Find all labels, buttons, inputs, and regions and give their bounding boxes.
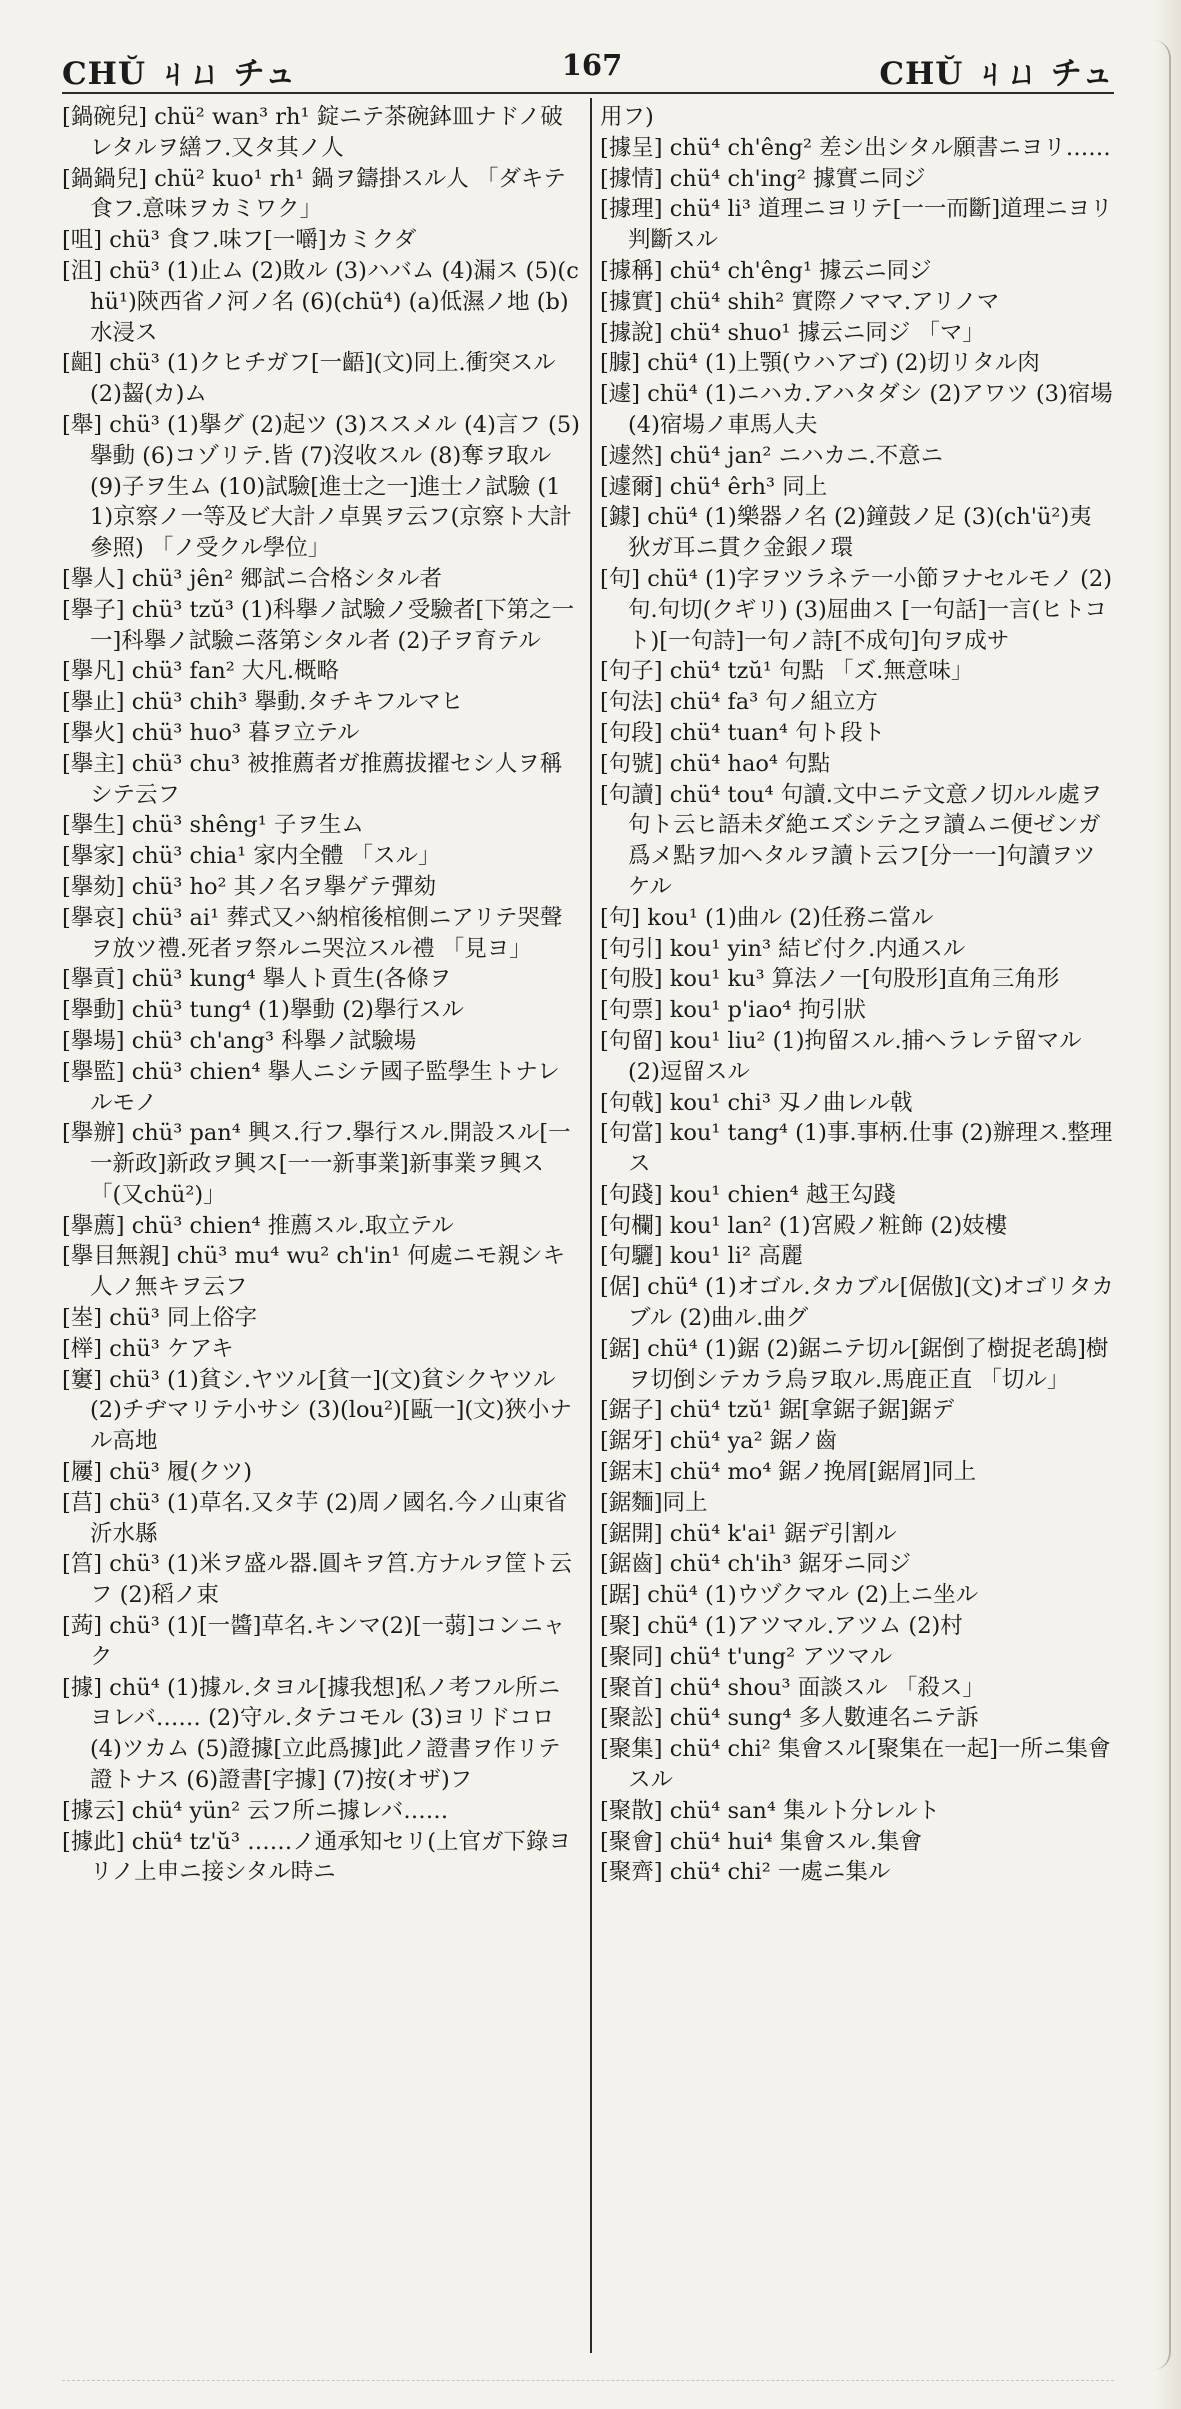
dictionary-entry: [據] chü⁴ (1)據ル.タヨル[據我想]私ノ考フル所ニヨレバ…… (2)守ル.タテコモル (3)ヨリドコロ (4)ツカム (5)證據[立此爲據]此ノ證書ヲ作リテ證トナス (6)證書[字據] (7)按(オザ)フ <box>62 1674 561 1794</box>
dictionary-entry: [句段] chü⁴ tuan⁴ 句ト段ト <box>600 719 886 746</box>
dictionary-entry: [句] kou¹ (1)曲ル (2)任務ニ當ル <box>600 904 934 931</box>
dictionary-entry: [鍋鍋兒] chü² kuo¹ rh¹ 鍋ヲ鑄掛スル人 「ダキテ食フ.意味ヲカミワク」 <box>62 165 566 223</box>
dictionary-entry: [咀] chü³ 食フ.味フ[一嚼]カミクダ <box>62 227 417 254</box>
dictionary-entry: [鍋碗兒] chü² wan³ rh¹ 錠ニテ茶碗鉢皿ナドノ破レタルヲ繕フ.又タ其ノ人 <box>62 104 563 161</box>
dictionary-entry: [擧劾] chü³ ho² 其ノ名ヲ擧ゲテ彈劾 <box>62 873 437 900</box>
dictionary-entry: [擧主] chü³ chu³ 被推薦者ガ推薦拔擢セシ人ヲ稱シテ云フ <box>62 750 563 808</box>
page-curl <box>1153 40 1171 2370</box>
dictionary-entry: [鋸齒] chü⁴ ch'ih³ 鋸牙ニ同ジ <box>600 1551 912 1578</box>
dictionary-entry: [鋸末] chü⁴ mo⁴ 鋸ノ挽屑[鋸屑]同上 <box>600 1459 977 1486</box>
dictionary-entry: [句引] kou¹ yin³ 結ビ付ク.内通スル <box>600 935 966 962</box>
dictionary-entry: [窶] chü³ (1)貧シ.ヤツル[貧一](文)貧シクヤツル (2)チヂマリテ小サシ (3)(lou²)[甌一](文)狹小ナル高地 <box>62 1366 572 1455</box>
dictionary-entry: [擧火] chü³ huo³ 暮ヲ立テル <box>62 719 360 746</box>
dictionary-entry: [據實] chü⁴ shih² 實際ノママ.アリノマ <box>600 288 1000 315</box>
dictionary-entry: [句踐] kou¹ chien⁴ 越王勾踐 <box>600 1181 896 1208</box>
dictionary-entry: [擧監] chü³ chien⁴ 擧人ニシテ國子監學生トナレルモノ <box>62 1058 560 1116</box>
dictionary-entry: [鐻] chü⁴ (1)樂器ノ名 (2)鐘鼓ノ足 (3)(ch'ü²)夷狄ガ耳ニ貫ク金銀ノ環 <box>600 504 1092 562</box>
dictionary-entry: [句號] chü⁴ hao⁴ 句點 <box>600 750 831 777</box>
dictionary-entry: [擧家] chü³ chia¹ 家内全體 「スル」 <box>62 843 441 870</box>
header-right-keyword: CHŬ ㄐㄩ チュ <box>879 56 1114 92</box>
dictionary-entry: [句欄] kou¹ lan² (1)宮殿ノ粧飾 (2)妓樓 <box>600 1212 1008 1239</box>
dictionary-entry: [遽] chü⁴ (1)ニハカ.アハタダシ (2)アワツ (3)宿場 (4)宿場ノ車馬人夫 <box>600 381 1113 438</box>
dictionary-entry: [據呈] chü⁴ ch'êng² 差シ出シタル願書ニヨリ…… <box>600 134 1111 161</box>
dictionary-entry: [聚散] chü⁴ san⁴ 集ルト分レルト <box>600 1797 941 1824</box>
bottom-margin-line <box>62 2380 1114 2382</box>
dictionary-entry: [齟] chü³ (1)クヒチガフ[一齬](文)同上.衝突スル (2)齧(カ)ム <box>62 350 556 408</box>
dictionary-entry: [榉] chü³ ケアキ <box>62 1335 234 1362</box>
dictionary-entry: [鋸麵]同上 <box>600 1489 708 1516</box>
dictionary-entry: [沮] chü³ (1)止ム (2)敗ル (3)ハバム (4)漏ス (5)(chü¹)陝西省ノ河ノ名 (6)(chü⁴) (a)低濕ノ地 (b)水浸ス <box>62 257 579 346</box>
dictionary-entry: [聚集] chü⁴ chi² 集會スル[聚集在一起]一所ニ集會スル <box>600 1736 1111 1794</box>
dictionary-entry: [聚訟] chü⁴ sung⁴ 多人數連名ニテ訴 <box>600 1705 979 1732</box>
dictionary-entry: [據說] chü⁴ shuo¹ 據云ニ同ジ 「マ」 <box>600 319 985 346</box>
dictionary-entry: [擧子] chü³ tzŭ³ (1)科擧ノ試驗ノ受驗者[下第之一一]科擧ノ試驗ニ落第シタル者 (2)子ヲ育テル <box>62 596 575 654</box>
dictionary-entry: [擧動] chü³ tung⁴ (1)擧動 (2)擧行スル <box>62 997 464 1024</box>
dictionary-entry: [蒟] chü³ (1)[一醬]草名.キンマ(2)[一蒻]コンニャク <box>62 1613 566 1670</box>
dictionary-entry: [聚] chü⁴ (1)アツマル.アツム (2)村 <box>600 1613 963 1640</box>
dictionary-entry: [擧凡] chü³ fan² 大凡.概略 <box>62 658 340 685</box>
dictionary-entry: [擧目無親] chü³ mu⁴ wu² ch'in¹ 何處ニモ親シキ人ノ無キヲ云フ <box>62 1243 566 1301</box>
column-divider <box>590 98 592 2353</box>
dictionary-entry: [擧生] chü³ shêng¹ 子ヲ生ム <box>62 812 364 839</box>
dictionary-entry: [峚] chü³ 同上俗字 <box>62 1305 257 1332</box>
page-number: 167 <box>561 48 623 82</box>
dictionary-entry: [遽爾] chü⁴ êrh³ 同上 <box>600 473 828 500</box>
dictionary-entry: [句驪] kou¹ li² 高麗 <box>600 1243 804 1270</box>
dictionary-entry: [舉] chü³ (1)擧グ (2)起ツ (3)ススメル (4)言フ (5)擧動 (6)コゾリテ.皆 (7)沒收スル (8)奪ヲ取ル (9)子ヲ生ム (10)試驗[進士之一]進士ノ試驗 (11)京察ノ一等及ビ大計ノ卓異ヲ云フ(京察ト大計參照) 「ノ受クル學位」 <box>62 411 580 562</box>
dictionary-entry: [句當] kou¹ tang⁴ (1)事.事柄.仕事 (2)辦理ス.整理ス <box>600 1120 1113 1178</box>
dictionary-entry: [據云] chü⁴ yün² 云フ所ニ據レバ…… <box>62 1797 449 1824</box>
dictionary-entry: [擧辦] chü³ pan⁴ 興ス.行フ.擧行スル.開設スル[一一新政]新政ヲ興ス[一一新事業]新事業ヲ興ス 「(又chü²)」 <box>62 1120 571 1208</box>
page-header <box>62 44 1114 94</box>
dictionary-entry: [鋸牙] chü⁴ ya² 鋸ノ齒 <box>600 1428 838 1455</box>
dictionary-entry: [據理] chü⁴ li³ 道理ニヨリテ[一一而斷]道理ニヨリ判斷スル <box>600 196 1113 254</box>
dictionary-entry: [鋸] chü⁴ (1)鋸 (2)鋸ニテ切ル[鋸倒了樹捉老鴰]樹ヲ切倒シテカラ烏ヲ取ル.馬鹿正直 「切ル」 <box>600 1335 1109 1393</box>
dictionary-entry: [句留] kou¹ liu² (1)拘留スル.捕ヘラレテ留マル (2)逗留スル <box>600 1027 1082 1085</box>
dictionary-entry: [句股] kou¹ ku³ 算法ノ一[句股形]直角三角形 <box>600 966 1060 993</box>
left-column <box>62 102 580 2352</box>
dictionary-entry: [句票] kou¹ p'iao⁴ 拘引狀 <box>600 997 866 1024</box>
dictionary-entry: [據情] chü⁴ ch'ing² 據實ニ同ジ <box>600 165 926 192</box>
dictionary-entry: [莒] chü³ (1)草名.又タ芋 (2)周ノ國名.今ノ山東省沂水縣 <box>62 1489 568 1547</box>
right-column <box>600 102 1114 2352</box>
dictionary-entry: [擧人] chü³ jên² 郷試ニ合格シタル者 <box>62 565 443 592</box>
dictionary-entry: [句讀] chü⁴ tou⁴ 句讀.文中ニテ文意ノ切ルル處ヲ句ト云ヒ語未ダ絶エズシテ之ヲ讀ムニ便ゼンガ爲メ點ヲ加ヘタルヲ讀ト云フ[分一一]句讀ヲツケル <box>600 781 1103 900</box>
dictionary-entry: [聚同] chü⁴ t'ung² アツマル <box>600 1643 893 1670</box>
dictionary-entry: [擧場] chü³ ch'ang³ 科擧ノ試驗場 <box>62 1027 417 1054</box>
dictionary-entry: [屨] chü³ 履(クツ) <box>62 1459 253 1486</box>
dictionary-entry: [聚齊] chü⁴ chi² 一處ニ集ル <box>600 1859 891 1886</box>
dictionary-entry: [鋸子] chü⁴ tzŭ¹ 鋸[拿鋸子鋸]鋸デ <box>600 1397 955 1424</box>
dictionary-entry: [踞] chü⁴ (1)ウヅクマル (2)上ニ坐ル <box>600 1582 979 1609</box>
dictionary-entry: [筥] chü³ (1)米ヲ盛ル器.圓キヲ筥.方ナルヲ筐ト云フ (2)稻ノ束 <box>62 1551 573 1609</box>
dictionary-entry: [擧哀] chü³ ai¹ 葬式又ハ納棺後棺側ニアリテ哭聲ヲ放ツ禮.死者ヲ祭ルニ哭泣スル禮 「見ヨ」 <box>62 904 563 962</box>
dictionary-entry: [擧貢] chü³ kung⁴ 擧人ト貢生(各條ヲ <box>62 966 452 993</box>
dictionary-entry: [鋸開] chü⁴ k'ai¹ 鋸デ引割ル <box>600 1520 897 1547</box>
dictionary-entry: [據稱] chü⁴ ch'êng¹ 據云ニ同ジ <box>600 257 932 284</box>
dictionary-entry: [擧止] chü³ chih³ 擧動.タチキフルマヒ <box>62 689 464 716</box>
dictionary-entry: [據此] chü⁴ tz'ŭ³ ……ノ通承知セリ(上官ガ下錄ヨリノ上申ニ接シタル時ニ <box>62 1828 571 1886</box>
dictionary-entry: [句法] chü⁴ fa³ 句ノ組立方 <box>600 689 878 716</box>
dictionary-entry: [臄] chü⁴ (1)上顎(ウハアゴ) (2)切リタル肉 <box>600 350 1040 377</box>
dictionary-entry: [聚首] chü⁴ shou³ 面談スル 「殺ス」 <box>600 1674 985 1701</box>
dictionary-entry: [句子] chü⁴ tzŭ¹ 句點 「ズ.無意味」 <box>600 658 974 685</box>
dictionary-entry: [遽然] chü⁴ jan² ニハカニ.不意ニ <box>600 442 944 469</box>
dictionary-entry: [倨] chü⁴ (1)オゴル.タカブル[倨傲](文)オゴリタカブル (2)曲ル.曲グ <box>600 1274 1114 1332</box>
dictionary-entry: [句] chü⁴ (1)字ヲツラネテ一小節ヲナセルモノ (2)句.句切(クギリ) (3)屈曲ス [一句話]一言(ヒトコト)[一句詩]一句ノ詩[不成句]句ヲ成サ <box>600 565 1113 654</box>
dictionary-entry: 用フ) <box>600 104 654 130</box>
dictionary-entry: [擧薦] chü³ chien⁴ 推薦スル.取立テル <box>62 1212 454 1239</box>
dictionary-entry: [句戟] kou¹ chi³ 刄ノ曲レル戟 <box>600 1089 913 1116</box>
dictionary-entry: [聚會] chü⁴ hui⁴ 集會スル.集會 <box>600 1828 922 1855</box>
header-left-keyword: CHŬ ㄐㄩ チュ <box>62 56 297 92</box>
